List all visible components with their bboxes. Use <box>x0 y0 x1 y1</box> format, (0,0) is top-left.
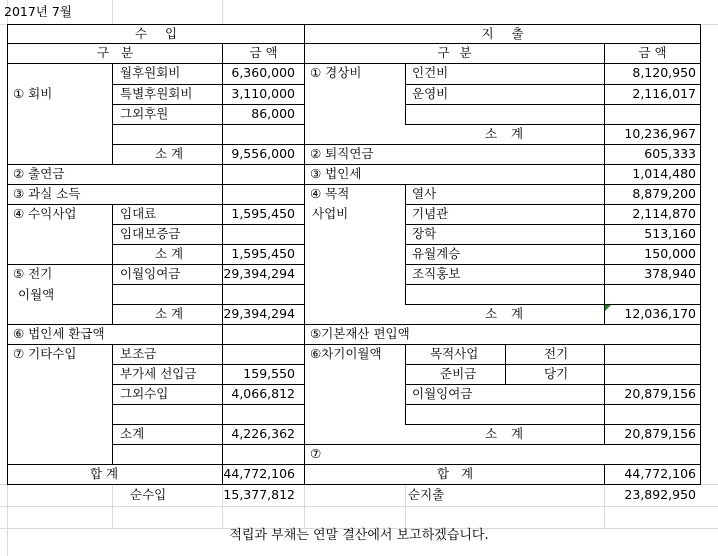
expense-item: 기념관 <box>412 206 449 221</box>
income-subtotal: 1,595,450 <box>231 246 295 261</box>
income-subtotal-label: 소 계 <box>155 146 184 161</box>
expense-subtotal-label: 소 계 <box>485 126 524 141</box>
expense-own-carry-label: ⑥차기이월액 <box>310 346 382 361</box>
report-title: 2017년 7월 <box>4 4 72 19</box>
income-item: 특별후원회비 <box>120 86 193 101</box>
income-item: 이월잉여금 <box>120 266 181 281</box>
expense-item: 운영비 <box>412 86 449 101</box>
expense-operating-label: ① 경상비 <box>310 65 362 80</box>
expense-item: 유월계승 <box>412 246 461 261</box>
expense-total-label: 합 계 <box>437 466 474 481</box>
net-income-label: 순수입 <box>130 487 167 502</box>
income-carry-label-2: 이월액 <box>18 287 55 302</box>
income-amount: 6,360,000 <box>231 65 295 80</box>
expense-carry-sub-value: 당기 <box>544 366 569 381</box>
income-item: 임대료 <box>120 206 157 221</box>
income-membership-label: ① 회비 <box>13 86 53 101</box>
expense-item: 인건비 <box>412 65 449 80</box>
income-gubun-header: 구 분 <box>96 45 134 60</box>
expense-amount: 2,116,017 <box>632 86 696 101</box>
income-item: 월후원회비 <box>120 65 181 80</box>
income-amount: 86,000 <box>251 106 295 121</box>
income-carry-label: ⑤ 전기 <box>13 266 53 281</box>
expense-amount: 8,120,950 <box>632 65 696 80</box>
income-subtotal: 9,556,000 <box>231 146 295 161</box>
expense-amount: 378,940 <box>644 266 696 281</box>
expense-subtotal: 10,236,967 <box>624 126 696 141</box>
expense-subtotal: 12,036,170 <box>624 306 696 321</box>
expense-seven-label: ⑦ <box>310 446 322 461</box>
income-header: 수 입 <box>134 26 178 41</box>
income-contribution-label: ② 출연금 <box>13 166 65 181</box>
expense-purpose-label: ④ 목적 <box>310 186 350 201</box>
expense-amount: 150,000 <box>644 246 696 261</box>
income-business-label: ④ 수익사업 <box>13 206 77 221</box>
expense-basic-asset-label: ⑤기본재산 편입액 <box>310 326 410 341</box>
expense-purpose-label-2: 사업비 <box>312 206 349 221</box>
expense-amount-header: 금 액 <box>638 45 667 60</box>
income-item: 그외후원 <box>120 106 169 121</box>
income-tax-refund-label: ⑥ 법인세 환급액 <box>13 326 105 341</box>
expense-item: 열사 <box>412 186 437 201</box>
income-other-label: ⑦ 기타수입 <box>13 346 77 361</box>
expense-carry-sub-label: 준비금 <box>440 366 477 381</box>
expense-item: 이월잉여금 <box>412 386 473 401</box>
expense-severance-label: ② 퇴직연금 <box>310 146 374 161</box>
income-amount: 3,110,000 <box>231 86 295 101</box>
income-total: 44,772,106 <box>223 466 295 481</box>
income-amount: 1,595,450 <box>231 206 295 221</box>
expense-amount: 1,014,480 <box>632 166 696 181</box>
income-subtotal: 29,394,294 <box>223 306 295 321</box>
income-item: 부가세 선입금 <box>120 366 197 381</box>
income-subtotal-label: 소계 <box>120 426 145 441</box>
net-income-value: 15,377,812 <box>223 487 295 502</box>
expense-corp-tax-label: ③ 법인세 <box>310 166 362 181</box>
expense-carry-sub-value: 전기 <box>544 346 569 361</box>
expense-item: 장학 <box>412 226 437 241</box>
expense-amount: 513,160 <box>644 226 696 241</box>
net-expense-label: 순지출 <box>408 487 445 502</box>
expense-amount: 20,879,156 <box>624 386 696 401</box>
expense-gubun-header: 구 분 <box>437 45 472 60</box>
income-fruit-label: ③ 과실 소득 <box>13 186 81 201</box>
expense-amount: 8,879,200 <box>632 186 696 201</box>
income-item: 임대보증금 <box>120 226 181 241</box>
expense-amount: 2,114,870 <box>632 206 696 221</box>
income-amount: 4,066,812 <box>231 386 295 401</box>
income-amount: 159,550 <box>243 366 295 381</box>
income-item: 그외수입 <box>120 386 169 401</box>
expense-item: 조직홍보 <box>412 266 461 281</box>
income-amount: 29,394,294 <box>223 266 295 281</box>
expense-carry-sub-label: 목적사업 <box>430 346 479 361</box>
expense-subtotal-label: 소 계 <box>485 426 524 441</box>
expense-total: 44,772,106 <box>624 466 696 481</box>
income-total-label: 합 계 <box>90 466 119 481</box>
expense-amount: 605,333 <box>644 146 696 161</box>
expense-subtotal: 20,879,156 <box>624 426 696 441</box>
income-subtotal: 4,226,362 <box>231 426 295 441</box>
footer-note: 적립과 부채는 연말 결산에서 보고하겠습니다. <box>229 528 489 543</box>
expense-header: 지 출 <box>481 26 524 41</box>
income-item: 보조금 <box>120 346 157 361</box>
expense-subtotal-label: 소 계 <box>485 306 524 321</box>
income-subtotal-label: 소 계 <box>155 246 184 261</box>
net-expense-value: 23,892,950 <box>624 487 696 502</box>
income-subtotal-label: 소 계 <box>155 306 184 321</box>
income-amount-header: 금 액 <box>249 45 278 60</box>
